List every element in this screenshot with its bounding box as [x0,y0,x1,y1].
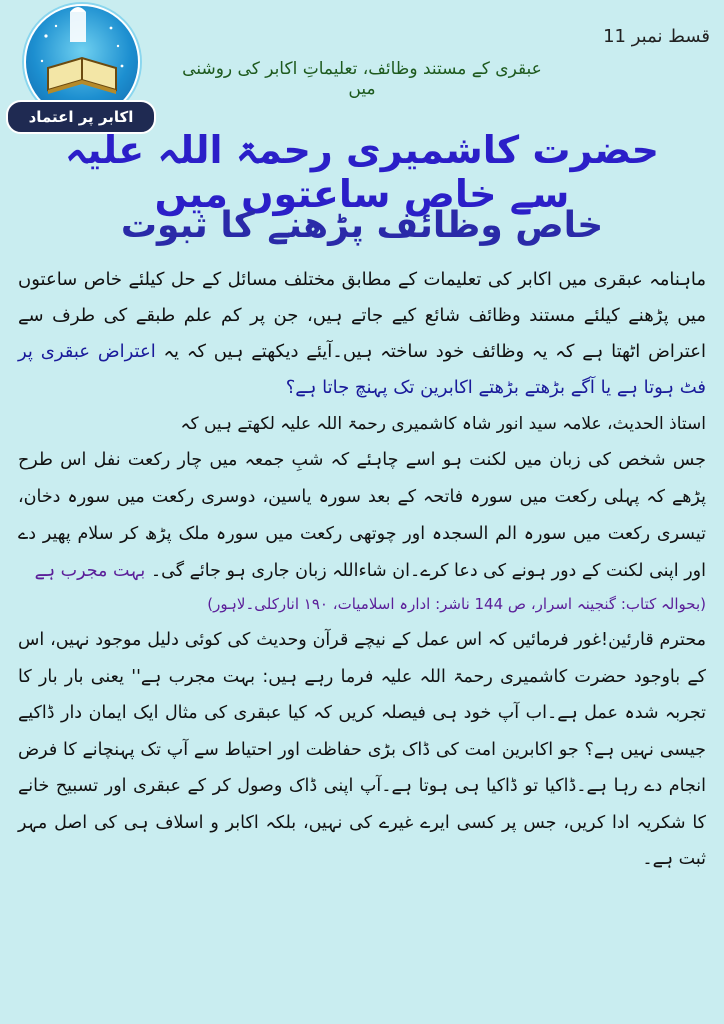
intro-paragraph [18,262,706,406]
intro-text: ماہنامہ عبقری میں اکابر کی تعلیمات کے مطابق مختلف مسائل کے حل کیلئے خاص ساعتوں میں پڑھنے کیلئے مستند وظائف شائع کیے جاتے ہیں، جن پر کم علم طبقے کی طرف سے اعتراض اٹھتا ہے کہ یہ وظائف خود ساختہ ہیں۔آیئے دیکھتے ہیں کہ یہ [18,269,706,362]
article-title-line-1: حضرت کاشمیری رحمۃ اللہ علیہ سے خاص ساعتوں میں [64,128,660,216]
logo [6,4,156,130]
installment-number: قسط نمبر 11 [603,26,710,47]
conclusion-paragraph: محترم قارئین!غور فرمائیں کہ اس عمل کے نیچے قرآن وحدیث کی کوئی دلیل موجود نہیں، اس کے باوجود حضرت کاشمیری رحمۃ اللہ علیہ فرما رہے ہیں: بہت مجرب ہے'' یعنی بار بار کا تجربہ شدہ عمل ہے۔اب آپ خود ہی فیصلہ کریں کہ کیا عبقری کی مثال ایک ایمان دار ڈاکیے جیسی نہیں ہے؟ جو اکابرین امت کی ڈاک بڑی حفاظت اور احتیاط سے آپ تک پہنچانے کا فرض انجام دے رہا ہے۔ڈاکیا تو ڈاکیا ہی ہوتا ہے۔آپ اپنی ڈاک وصول کر کے عبقری اور تسبیح خانے کا شکریہ ادا کریں، جس پر کسی ایرے غیرے کی نہیں، بلکہ اکابر و اسلاف ہی کی اصل مہر ثبت ہے۔ [18,630,707,869]
quoted-practice [18,442,706,590]
article-title-line-2: خاص وظائف پڑھنے کا ثبوت [120,205,604,246]
quoted-practice-tested: بہت مجرب ہے [34,561,146,581]
article-body [18,262,706,878]
quote-intro: استاذ الحدیث، علامہ سید انور شاہ کاشمیری رحمۃ اللہ علیہ لکھتے ہیں کہ [180,414,706,434]
quoted-practice-text: جس شخص کی زبان میں لکنت ہو اسے چاہئے کہ شبِ جمعہ میں چار رکعت نفل اس طرح پڑھے کہ پہلی رکعت میں سورہ فاتحہ کے بعد سورہ یاسین، دوسری رکعت میں سورہ دخان، تیسری رکعت میں سورہ الم السجدہ اور چوتھی رکعت میں سورہ ملک پڑھ کر سلام پھیر دے اور اپنی لکنت کے دور ہونے کی دعا کرے۔ان شاءاللہ زبان جاری ہو جائے گی۔ [18,450,706,581]
book-reference: (بحوالہ کتاب: گنجینہ اسرار، ص 144 ناشر: ادارہ اسلامیات، ۱۹۰ انارکلی۔لاہور) [207,595,706,613]
logo-band: اکابر پر اعتماد [6,100,156,134]
intro-question: اعتراض عبقری پر فٹ ہوتا ہے یا آگے بڑھتے بڑھتے اکابرین تک پہنچ جاتا ہے؟ [18,341,706,398]
series-subtitle: عبقری کے مستند وظائف، تعلیماتِ اکابر کی روشنی میں [182,59,542,99]
